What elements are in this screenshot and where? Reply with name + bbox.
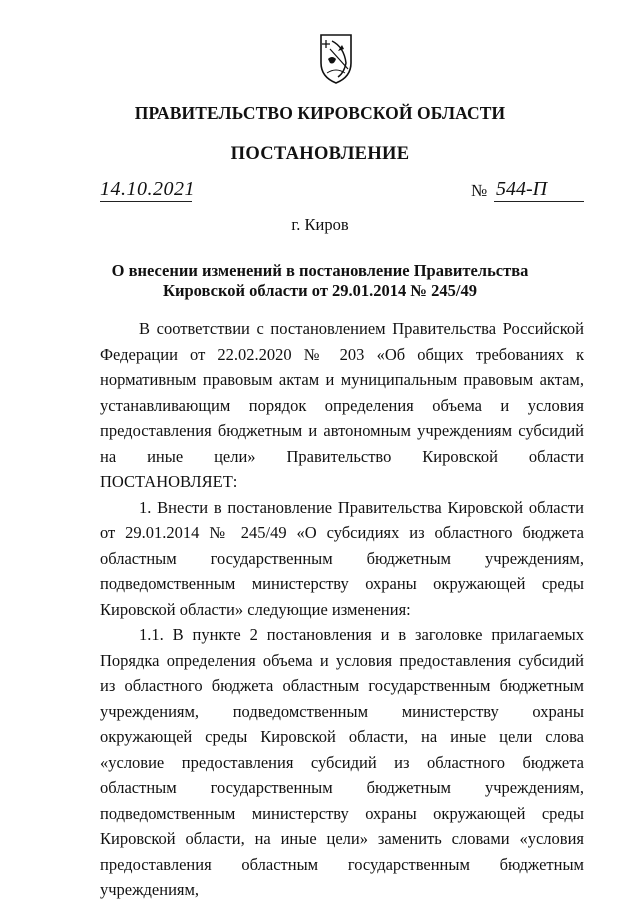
document-body [100,316,584,903]
government-heading: ПРАВИТЕЛЬСТВО КИРОВСКОЙ ОБЛАСТИ [134,103,506,123]
document-title [80,261,560,301]
city-name: г. Киров [291,215,349,234]
title-line-1: О внесении изменений в постановление Правительства [111,261,529,280]
document-date: 14.10.2021 [100,178,195,200]
title-line-2: Кировской области от 29.01.2014 № 245/49 [163,281,477,300]
item-1-1-paragraph: 1.1. В пункте 2 постановления и в заголовке прилагаемых Порядка определения объема и условия предоставления субсидий из областного бюджета областным государственным бюджетным учреждениям, подведомственным министерству охраны окружающей среды Кировской области, на иные цели слова «условие предоставления субсидий из областного бюджета областным государственным бюджетным учреждениям, подведомственным министерству охраны окружающей среды Кировской области, на иные цели» заменить словами «условия предоставления областным государственным бюджетным учреждениям, [100,625,584,899]
kirov-oblast-coat-of-arms-icon [318,33,354,85]
date-underline [100,201,192,202]
document-type-heading: ПОСТАНОВЛЕНИЕ [230,144,410,164]
preamble-paragraph: В соответствии с постановлением Правительства Российской Федерации от 22.02.2020 № 203 «Об общих требованиях к нормативным правовым актам и муниципальным правовым актам, устанавливающим порядок определения объема и условия предоставления бюджетным и автономным учреждениям субсидий на иные цели» Правительство Кировской области ПОСТАНОВЛЯЕТ: [100,319,584,491]
document-number: 544-П [496,178,548,200]
number-label: № [471,181,488,200]
number-underline [494,201,584,202]
item-1-paragraph: 1. Внести в постановление Правительства Кировской области от 29.01.2014 № 245/49 «О субсидиях из областного бюджета областным государственным бюджетным учреждениям, подведомственным министерству охраны окружающей среды Кировской области» следующие изменения: [100,497,584,619]
